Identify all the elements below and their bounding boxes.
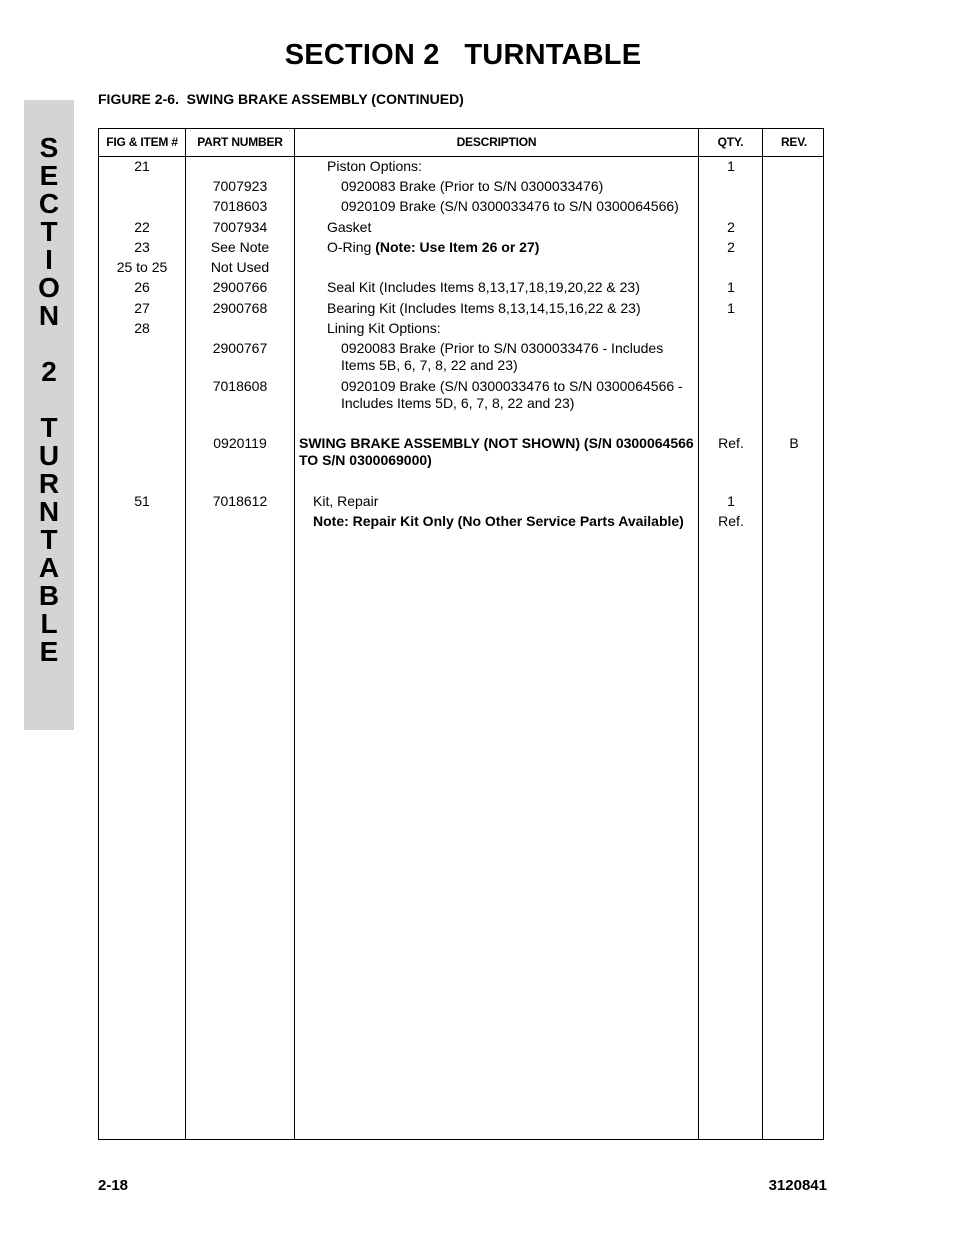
- section-side-tab: [24, 100, 74, 730]
- column-header-qty: QTY.: [717, 135, 744, 149]
- description-cell: [341, 340, 681, 374]
- side-tab-letter: T: [40, 216, 58, 247]
- description-text: 0920109 Brake (S/N 0300033476 to S/N 0300064566): [341, 198, 679, 214]
- qty-cell: Ref.: [718, 435, 744, 451]
- side-tab-letter: 2: [41, 356, 57, 387]
- fig-item-cell: 27: [134, 300, 150, 316]
- column-header-part-number: PART NUMBER: [197, 135, 283, 149]
- description-cell: [341, 378, 691, 412]
- description-cell: [341, 198, 697, 215]
- fig-item-cell: 25 to 25: [116, 259, 168, 275]
- part-number-cell: 2900766: [212, 279, 268, 295]
- part-number-cell: 0920119: [213, 435, 267, 451]
- side-tab-letter: N: [38, 496, 60, 527]
- qty-cell: 1: [727, 300, 735, 316]
- side-tab-letter: E: [39, 160, 59, 191]
- rev-cell: B: [789, 435, 799, 451]
- part-number-cell: 7018608: [212, 378, 268, 394]
- part-number-cell: 7007934: [212, 219, 268, 235]
- description-cell: [313, 493, 693, 510]
- description-text: 0920109 Brake (S/N 0300033476 to S/N 0300064566 - Includes Items 5D, 6, 7, 8, 22 and 23): [341, 378, 687, 411]
- fig-item-cell: 21: [134, 158, 150, 174]
- side-tab-letter: U: [38, 440, 60, 471]
- page-number: 2-18: [98, 1177, 129, 1194]
- part-number-cell: See Note: [210, 239, 270, 255]
- side-tab-letter: B: [38, 580, 60, 611]
- document-number: 3120841: [768, 1177, 827, 1194]
- column-divider: [294, 129, 295, 1139]
- figure-title: FIGURE 2-6. SWING BRAKE ASSEMBLY (CONTINUED): [98, 91, 464, 107]
- column-header-fig-item: FIG & ITEM #: [106, 135, 178, 149]
- fig-item-cell: 51: [134, 493, 150, 509]
- description-cell: [327, 239, 697, 256]
- qty-cell: 1: [727, 158, 735, 174]
- fig-item-cell: 22: [134, 219, 150, 235]
- description-cell: [327, 158, 697, 175]
- description-text: Bearing Kit (Includes Items 8,13,14,15,16,22 & 23): [327, 300, 641, 316]
- part-number-cell: 2900767: [212, 340, 268, 356]
- qty-cell: 1: [727, 279, 735, 295]
- side-tab-letter: A: [38, 552, 60, 583]
- description-text: O-Ring: [327, 239, 376, 255]
- description-cell: [313, 513, 693, 530]
- description-text: Kit, Repair: [313, 493, 379, 509]
- side-tab-letter: S: [39, 132, 59, 163]
- side-tab-letter: T: [40, 412, 58, 443]
- description-cell: [341, 178, 697, 195]
- description-text: Piston Options:: [327, 158, 422, 174]
- fig-item-cell: 26: [134, 279, 150, 295]
- side-tab-letter: T: [40, 524, 58, 555]
- part-number-cell: 7018603: [212, 198, 268, 214]
- fig-item-cell: 28: [134, 320, 150, 336]
- side-tab-letter: [24, 330, 74, 358]
- column-header-description: DESCRIPTION: [456, 135, 537, 149]
- description-text: 0920083 Brake (Prior to S/N 0300033476): [341, 178, 604, 194]
- description-text: 0920083 Brake (Prior to S/N 0300033476 - Includes Items 5B, 6, 7, 8, 22 and 23): [341, 340, 668, 373]
- side-tab-letter: N: [38, 300, 60, 331]
- qty-cell: Ref.: [718, 513, 744, 529]
- part-number-cell: Not Used: [210, 259, 270, 275]
- side-tab-letter: O: [38, 272, 60, 303]
- parts-table: [98, 128, 824, 1140]
- side-tab-letter: [24, 386, 74, 414]
- description-cell: [327, 320, 697, 337]
- description-bold-text: SWING BRAKE ASSEMBLY (NOT SHOWN) (S/N 0300064566 TO S/N 0300069000): [299, 435, 694, 468]
- side-tab-letter: R: [38, 468, 60, 499]
- part-number-cell: 2900768: [212, 300, 268, 316]
- description-cell: [327, 279, 697, 296]
- description-cell: [327, 219, 697, 236]
- description-text: Seal Kit (Includes Items 8,13,17,18,19,20,22 & 23): [327, 279, 640, 295]
- fig-item-cell: 23: [134, 239, 150, 255]
- part-number-cell: 7007923: [212, 178, 268, 194]
- side-tab-letter: C: [38, 188, 60, 219]
- page-title: SECTION 2 TURNTABLE: [284, 39, 642, 71]
- part-number-cell: 7018612: [212, 493, 268, 509]
- description-cell: [327, 300, 697, 317]
- qty-cell: 2: [727, 239, 735, 255]
- side-tab-letter: I: [45, 244, 53, 275]
- header-divider: [99, 156, 823, 157]
- qty-cell: 2: [727, 219, 735, 235]
- side-tab-letter: L: [40, 608, 58, 639]
- qty-cell: 1: [727, 493, 735, 509]
- description-cell: [299, 435, 697, 469]
- side-tab-label: [24, 134, 74, 666]
- column-header-rev: REV.: [780, 135, 808, 149]
- description-bold-text: (Note: Use Item 26 or 27): [375, 239, 540, 255]
- side-tab-letter: E: [39, 636, 59, 667]
- description-bold-text: Note: Repair Kit Only (No Other Service Parts Available): [313, 513, 684, 529]
- description-text: Lining Kit Options:: [327, 320, 441, 336]
- description-text: Gasket: [327, 219, 372, 235]
